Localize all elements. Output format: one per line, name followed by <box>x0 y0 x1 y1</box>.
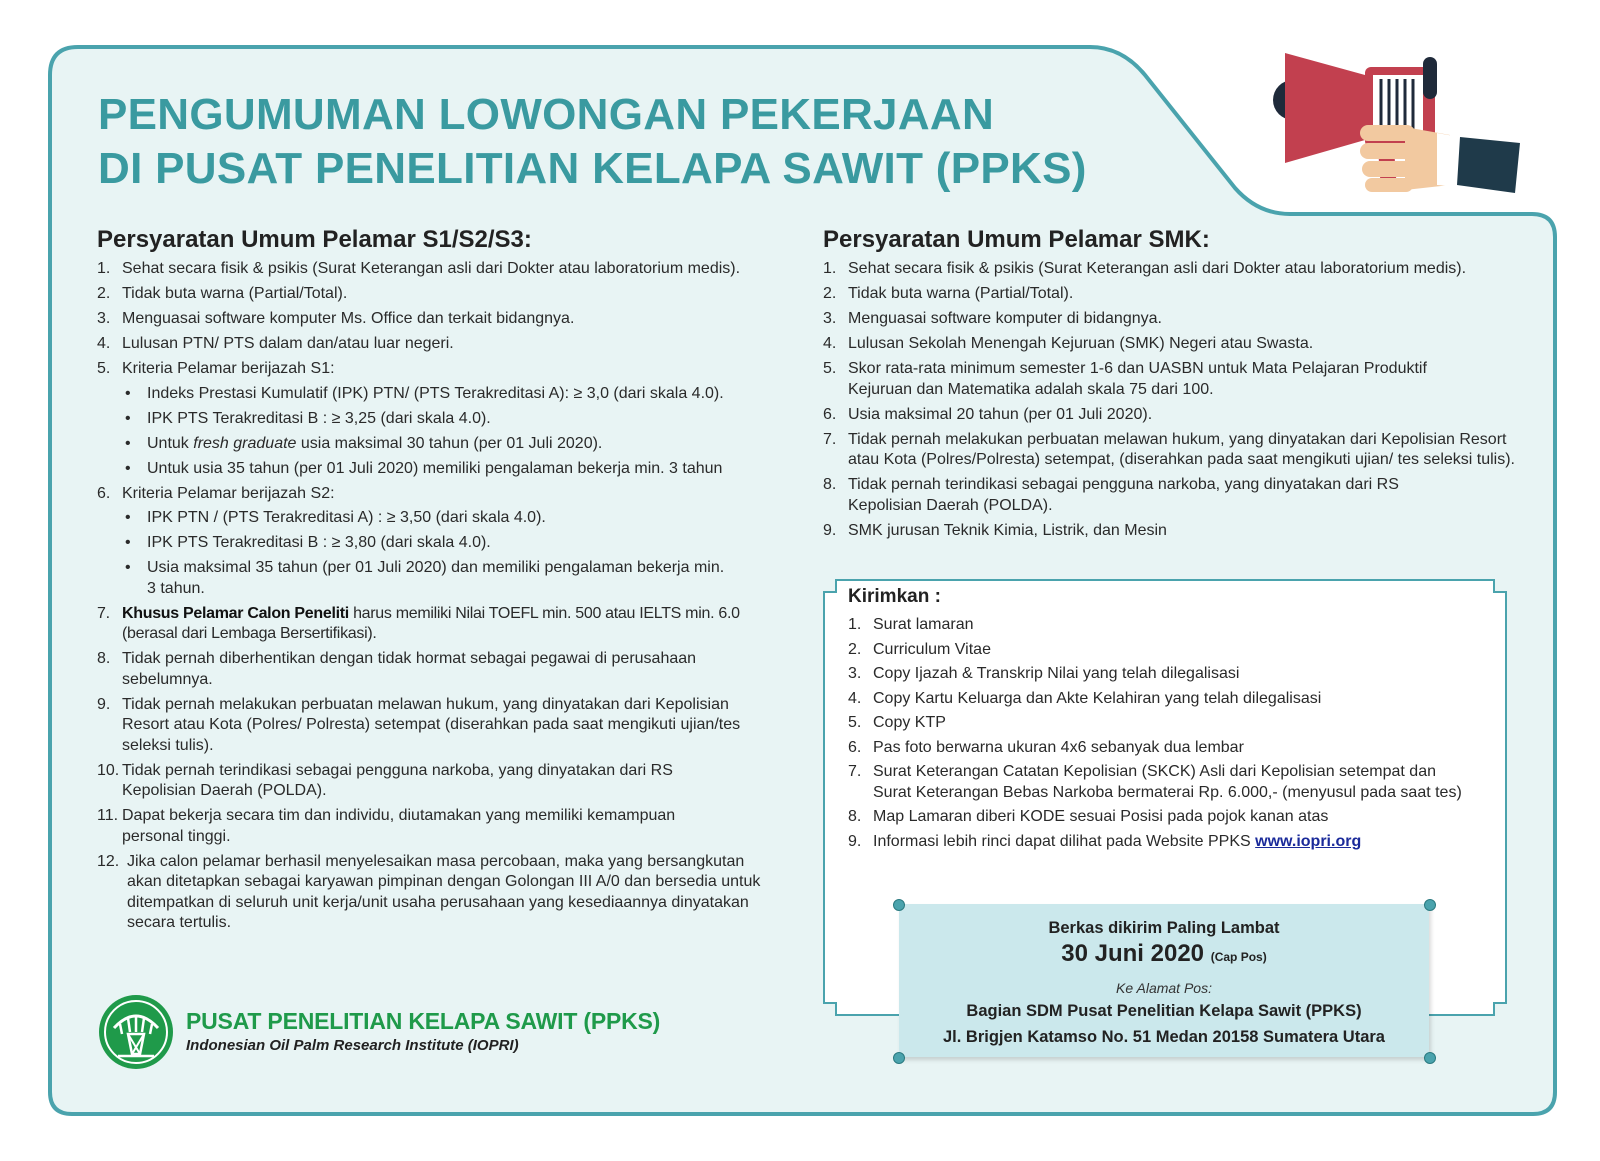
list-item: 9. Informasi lebih rinci dapat dilihat pada Website PPKS www.iopri.org <box>848 832 1362 850</box>
list-item: 9. SMK jurusan Teknik Kimia, Listrik, dan Mesin <box>823 521 1167 539</box>
list-item: 8. Map Lamaran diberi KODE sesuai Posisi pada pojok kanan atas <box>848 808 1329 825</box>
pin-icon <box>893 1052 905 1064</box>
page-title <box>98 88 1087 196</box>
list-item: 6. Usia maksimal 20 tahun (per 01 Juli 2020). <box>823 405 1153 423</box>
sub-list-item: • IPK PTS Terakreditasi B : ≥ 3,25 (dari skala 4.0). <box>122 409 777 430</box>
list-item: 9. Tidak pernah melakukan perbuatan melawan hukum, yang dinyatakan dari Kepolisian Resort atau Kota (Polres/ Polresta) setempat (diserahkan pada saat mengikuti ujian/tes seleksi tulis). <box>97 695 741 754</box>
list-item: 12. Jika calon pelamar berhasil menyelesaikan masa percobaan, maka yang bersangkutan akan ditetapkan sebagai karyawan pimpinan dengan Golongan III A/0 dan bersedia untuk ditempatkan di seluruh unit kerja/unit usaha perusahaan yang kesediaannya dinyatakan secara tertulis. <box>97 852 761 931</box>
address-line-2: Jl. Brigjen Katamso No. 51 Medan 20158 Sumatera Utara <box>942 1028 1385 1046</box>
sub-list-item: • Usia maksimal 35 tahun (per 01 Juli 2020) dan memiliki pengalaman bekerja min. 3 tahun. <box>122 558 777 599</box>
list-item: 1. Sehat secara fisik & psikis (Surat Keterangan asli dari Dokter atau laboratorium medis). <box>823 260 1467 277</box>
sub-list-item: • Indeks Prestasi Kumulatif (IPK) PTN/ (PTS Terakreditasi A): ≥ 3,0 (dari skala 4.0). <box>122 384 777 405</box>
pin-icon <box>1424 899 1436 911</box>
list-item: 3. Menguasai software komputer di bidangnya. <box>823 310 1162 327</box>
sub-list-item: • IPK PTN / (PTS Terakreditasi A) : ≥ 3,50 (dari skala 4.0). <box>122 508 777 529</box>
list-item: 7. Khusus Pelamar Calon Peneliti harus memiliki Nilai TOEFL min. 500 atau IELTS min. 6.0 (berasal dari Lembaga Bersertifikasi). <box>97 604 740 642</box>
list-item: 1. Sehat secara fisik & psikis (Surat Keterangan asli dari Dokter atau laboratorium medis). <box>97 260 741 277</box>
requirements-smk <box>823 225 1523 546</box>
org-name: PUSAT PENELITIAN KELAPA SAWIT (PPKS) <box>186 1008 661 1034</box>
section-heading-smk: Persyaratan Umum Pelamar SMK: <box>823 226 1210 253</box>
deadline-cap: (Cap Pos) <box>1210 950 1267 964</box>
website-link[interactable]: www.iopri.org <box>1255 832 1362 850</box>
list-item: 4. Lulusan PTN/ PTS dalam dan/atau luar negeri. <box>97 335 454 352</box>
list-item: 5. Skor rata-rata minimum semester 1-6 dan UASBN untuk Mata Pelajaran Produktif Kejuruan dan Matematika adalah skala 75 dari 100. <box>823 360 1427 398</box>
list-item: 6. Pas foto berwarna ukuran 4x6 sebanyak dua lembar <box>848 738 1244 756</box>
list-item: 7. Tidak pernah melakukan perbuatan melawan hukum, yang dinyatakan dari Kepolisian Resort atau Kota (Polres/Polresta) setempat, (diserahkan pada saat mengikuti ujian/ tes seleksi tulis). <box>823 430 1515 468</box>
list-item: 10. Tidak pernah terindikasi sebagai pengguna narkoba, yang dinyatakan dari RS Kepolisian Daerah (POLDA). <box>97 761 673 799</box>
list-item: 8. Tidak pernah terindikasi sebagai pengguna narkoba, yang dinyatakan dari RS Kepolisian Daerah (POLDA). <box>823 476 1399 514</box>
s2-criteria-list <box>122 508 777 599</box>
sub-list-item: • Untuk fresh graduate usia maksimal 30 tahun (per 01 Juli 2020). <box>122 434 777 455</box>
org-subtitle: Indonesian Oil Palm Research Institute (IOPRI) <box>186 1037 519 1054</box>
list-item: 3. Copy Ijazah & Transkrip Nilai yang telah dilegalisasi <box>848 665 1240 682</box>
send-documents-box <box>848 585 1488 856</box>
list-item: 8. Tidak pernah diberhentikan dengan tidak hormat sebagai pegawai di perusahaan sebelumnya. <box>97 650 697 688</box>
requirements-s1-s2-s3 <box>97 225 777 938</box>
list-item: 2. Tidak buta warna (Partial/Total). <box>97 285 348 302</box>
deadline-date: 30 Juni 2020 <box>1061 940 1205 967</box>
list-item: 5. Kriteria Pelamar berijazah S1: • Indeks Prestasi Kumulatif (IPK) PTN/ (PTS Terakreditasi A): ≥ 3,0 (dari skala 4.0). • IPK PTS Terakreditasi B : ≥ 3,25 (dari skala 4.0). • Untuk fresh graduate usia maksimal 30 tahun (per 01 Juli 2020). • Untuk usia 35 tahun (per 01 Juli 2020) memiliki pengalaman bekerja min. 3 tahun <box>97 359 777 479</box>
list-item: 4. Lulusan Sekolah Menengah Kejuruan (SMK) Negeri atau Swasta. <box>823 335 1314 352</box>
megaphone-icon <box>1265 45 1535 205</box>
deadline-date-line <box>899 940 1429 968</box>
list-item: 6. Kriteria Pelamar berijazah S2: • IPK PTN / (PTS Terakreditasi A) : ≥ 3,50 (dari skala 4.0). • IPK PTS Terakreditasi B : ≥ 3,80 (dari skala 4.0). • Usia maksimal 35 tahun (per 01 Juli 2020) dan memiliki pengalaman bekerja min. 3 tahun. <box>97 484 777 600</box>
address-label: Ke Alamat Pos: <box>1116 980 1212 996</box>
pin-icon <box>1424 1052 1436 1064</box>
deadline-label: Berkas dikirim Paling Lambat <box>1048 919 1280 937</box>
sub-list-item: • IPK PTS Terakreditasi B : ≥ 3,80 (dari skala 4.0). <box>122 533 777 554</box>
list-item: 7. Surat Keterangan Catatan Kepolisian (SKCK) Asli dari Kepolisian setempat dan Surat Keterangan Bebas Narkoba bermaterai Rp. 6.000,- (menyusul pada saat tes) <box>848 763 1462 801</box>
list-item: 2. Tidak buta warna (Partial/Total). <box>823 285 1074 302</box>
address-line-1: Bagian SDM Pusat Penelitian Kelapa Sawit (PPKS) <box>966 1002 1362 1020</box>
list-item: 1. Surat lamaran <box>848 616 974 633</box>
list-item: 3. Menguasai software komputer Ms. Office dan terkait bidangnya. <box>97 310 575 327</box>
section-heading-s1s2s3: Persyaratan Umum Pelamar S1/S2/S3: <box>97 226 532 253</box>
list-item: 11. Dapat bekerja secara tim dan individu, diutamakan yang memiliki kemampuan personal tinggi. <box>97 807 676 845</box>
list-item: 5. Copy KTP <box>848 714 946 731</box>
s1-criteria-list <box>122 384 777 480</box>
pin-icon <box>893 899 905 911</box>
title-line-1: PENGUMUMAN LOWONGAN PEKERJAAN <box>98 90 995 139</box>
sub-list-item: • Untuk usia 35 tahun (per 01 Juli 2020) memiliki pengalaman bekerja min. 3 tahun <box>122 459 777 480</box>
list-item: 4. Copy Kartu Keluarga dan Akte Kelahiran yang telah dilegalisasi <box>848 689 1322 707</box>
title-line-2: DI PUSAT PENELITIAN KELAPA SAWIT (PPKS) <box>98 144 1087 193</box>
ppks-logo-icon <box>98 994 174 1070</box>
send-heading: Kirimkan : <box>848 586 941 607</box>
deadline-card <box>899 904 1429 1057</box>
list-item: 2. Curriculum Vitae <box>848 640 991 658</box>
